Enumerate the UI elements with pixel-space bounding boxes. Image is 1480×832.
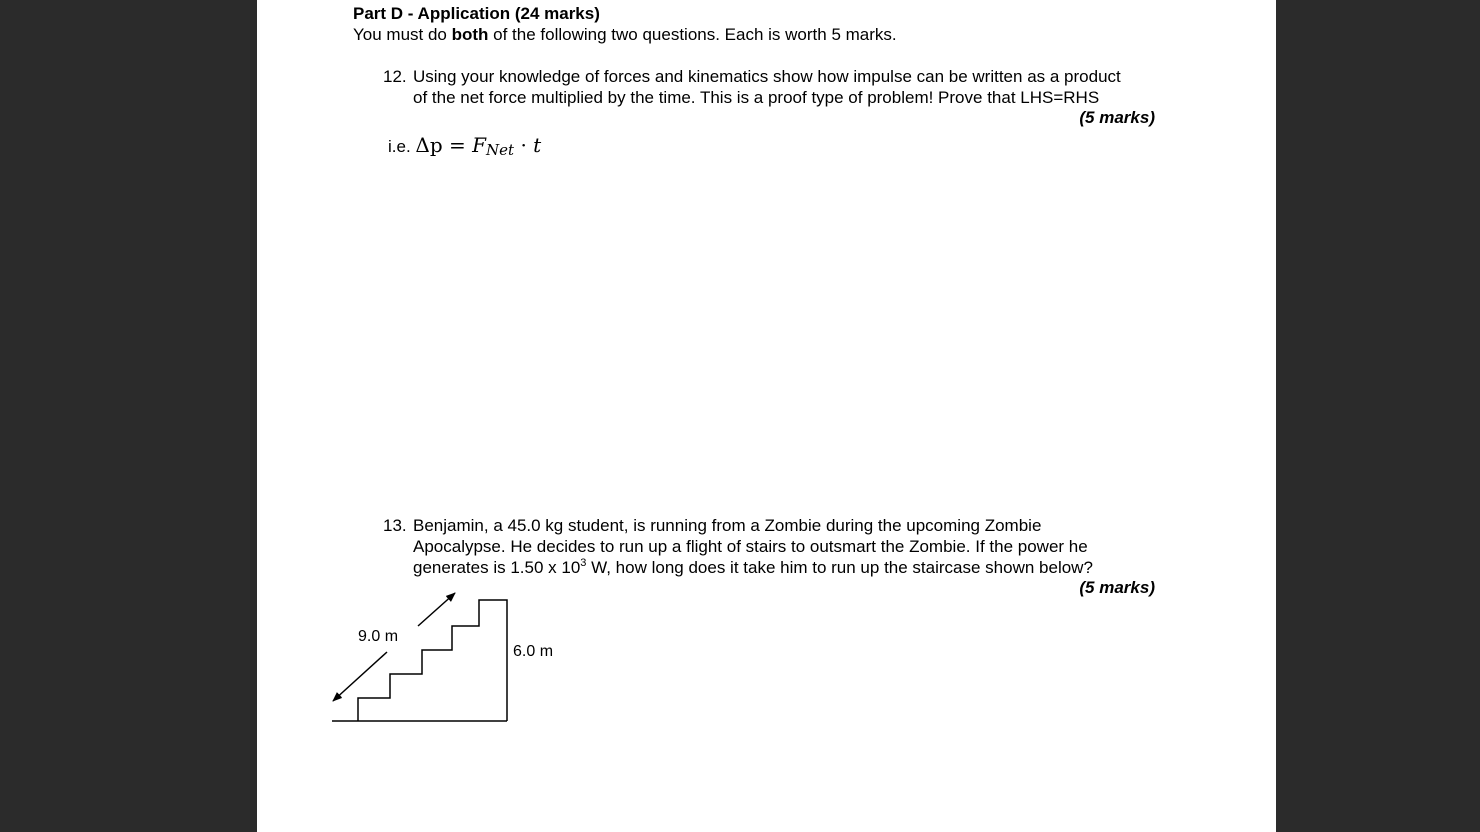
line-3-text-end: W, how long does it take him to run up the staircase shown below? xyxy=(586,558,1093,577)
diagonal-arrow-up xyxy=(418,593,455,626)
question-12-formula-row xyxy=(388,132,541,160)
section-instruction xyxy=(353,24,897,45)
question-13-line-1: Benjamin, a 45.0 kg student, is running from a Zombie during the upcoming Zombie xyxy=(413,516,1042,535)
instruction-text-end: of the following two questions. Each is worth 5 marks. xyxy=(488,25,897,44)
formula-dot: · xyxy=(520,133,527,157)
question-12-line-2: of the net force multiplied by the time. This is a proof type of problem! Prove that LHS=RHS xyxy=(413,88,1100,107)
instruction-emphasis: both xyxy=(451,25,489,44)
formula-force: F xyxy=(472,133,487,157)
instruction-text-start: You must do xyxy=(353,25,452,44)
question-13-marks: (5 marks) xyxy=(1079,578,1155,597)
power-exponent: 3 xyxy=(580,557,587,569)
section-heading: Part D - Application (24 marks) xyxy=(353,4,600,23)
line-3-text-start: generates is 1.50 x 10 xyxy=(413,558,581,577)
question-13-line-2: Apocalypse. He decides to run up a flight of stairs to outsmart the Zombie. If the power he xyxy=(413,537,1088,556)
impulse-formula xyxy=(415,133,541,157)
document-page xyxy=(257,0,1276,832)
formula-equals: = xyxy=(449,133,466,157)
diagonal-length-label: 9.0 m xyxy=(358,628,399,645)
staircase-outline xyxy=(358,600,507,721)
question-12-marks: (5 marks) xyxy=(1079,108,1155,127)
diagonal-arrow-down xyxy=(333,652,387,701)
formula-net-subscript: Net xyxy=(486,141,515,159)
formula-time: t xyxy=(533,133,542,157)
height-label: 6.0 m xyxy=(513,643,554,660)
ie-label: i.e. xyxy=(388,137,411,156)
question-12-number: 12. xyxy=(383,67,407,86)
question-13-number: 13. xyxy=(383,516,407,535)
staircase-diagram xyxy=(327,585,577,730)
question-12-line-1: Using your knowledge of forces and kinematics show how impulse can be written as a product xyxy=(413,67,1121,86)
question-13-line-3 xyxy=(413,557,1093,581)
formula-delta-p: Δp xyxy=(415,133,443,157)
